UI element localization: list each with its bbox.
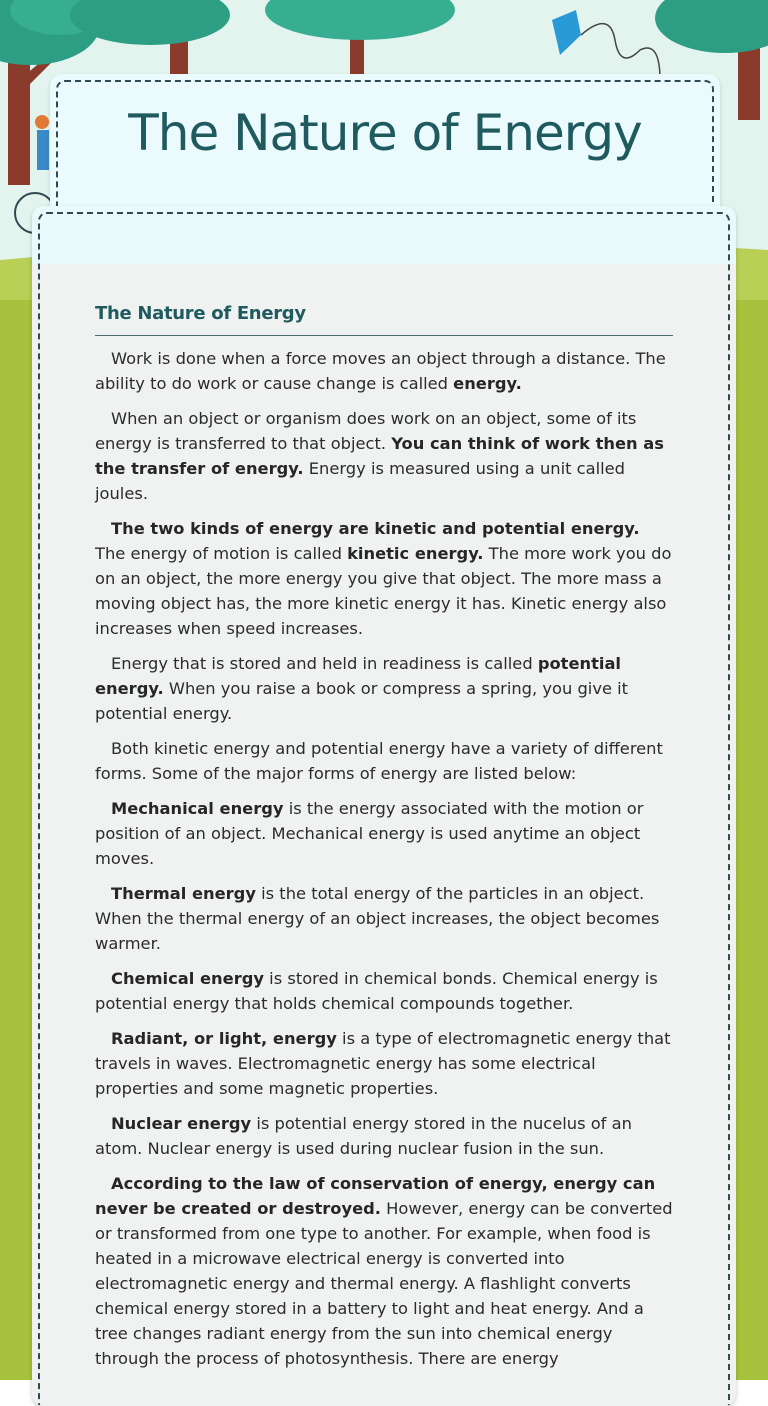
text-run: Energy that is stored and held in readiness is called bbox=[111, 654, 538, 673]
text-run: is a type of electromagnetic energy that travels in waves. Electromagnetic energy has some electrical properties and some magnetic properties. bbox=[95, 1029, 671, 1098]
text-run: When you raise a book or compress a spring, you give it potential energy. bbox=[95, 679, 629, 723]
paragraph bbox=[95, 736, 673, 786]
paragraph bbox=[95, 966, 673, 1016]
child-figure bbox=[35, 115, 49, 170]
text-run: Energy is measured using a unit called joules. bbox=[95, 459, 625, 503]
text-run: is the energy associated with the motion or position of an object. Mechanical energy is used anytime an object moves. bbox=[95, 799, 644, 868]
text-run: Work is done when a force moves an object through a distance. The ability to do work or cause change is called bbox=[95, 349, 666, 393]
text-run: When an object or organism does work on an object, some of its energy is transferred to that object. bbox=[95, 409, 637, 453]
bold-text: Chemical energy bbox=[111, 969, 264, 988]
paragraph bbox=[95, 651, 673, 726]
bold-text: potential energy. bbox=[95, 654, 622, 698]
text-run: is stored in chemical bonds. Chemical energy is potential energy that holds chemical compounds together. bbox=[95, 969, 658, 1013]
bold-text: Radiant, or light, energy bbox=[111, 1029, 337, 1048]
bold-text: energy. bbox=[453, 374, 522, 393]
paragraph bbox=[95, 406, 673, 506]
text-run: The energy of motion is called bbox=[95, 544, 348, 563]
text-run: is the total energy of the particles in an object. When the thermal energy of an object increases, the object becomes warmer. bbox=[95, 884, 660, 953]
bold-text: Thermal energy bbox=[111, 884, 256, 903]
bold-text: Nuclear energy bbox=[111, 1114, 252, 1133]
worksheet-content bbox=[95, 301, 673, 1371]
paragraph bbox=[95, 516, 673, 641]
bold-text: You can think of work then as the transfer of energy. bbox=[95, 434, 664, 478]
text-run: However, energy can be converted or transformed from one type to another. For example, when food is heated in a microwave electrical energy is converted into electromagnetic energy and thermal energy. A flashlight converts chemical energy stored in a battery to light and heat energy. And a tree changes radiant energy from the sun into chemical energy through the process of photosynthesis. There are energy bbox=[95, 1199, 673, 1368]
text-run: is potential energy stored in the nucelus of an atom. Nuclear energy is used during nuclear fusion in the sun. bbox=[95, 1114, 632, 1158]
page-title: The Nature of Energy bbox=[128, 104, 642, 162]
paragraph bbox=[95, 1026, 673, 1101]
section-title: The Nature of Energy bbox=[95, 301, 673, 336]
text-run: The more work you do on an object, the more energy you give that object. The more mass a moving object has, the more kinetic energy it has. Kinetic energy also increases when speed increases. bbox=[95, 544, 672, 638]
text-run: Both kinetic energy and potential energy have a variety of different forms. Some of the major forms of energy are listed below: bbox=[95, 739, 663, 783]
paragraph-list bbox=[95, 346, 673, 1371]
worksheet-card bbox=[32, 206, 736, 1406]
bold-text: The two kinds of energy are kinetic and potential energy. bbox=[111, 519, 640, 538]
paragraph bbox=[95, 881, 673, 956]
paragraph bbox=[95, 346, 673, 396]
paragraph bbox=[95, 1171, 673, 1371]
paragraph bbox=[95, 1111, 673, 1161]
bold-text: Mechanical energy bbox=[111, 799, 284, 818]
bold-text: kinetic energy. bbox=[347, 544, 484, 563]
title-card bbox=[50, 74, 720, 224]
paragraph bbox=[95, 796, 673, 871]
bold-text: According to the law of conservation of energy, energy can never be created or destroyed. bbox=[95, 1174, 656, 1218]
